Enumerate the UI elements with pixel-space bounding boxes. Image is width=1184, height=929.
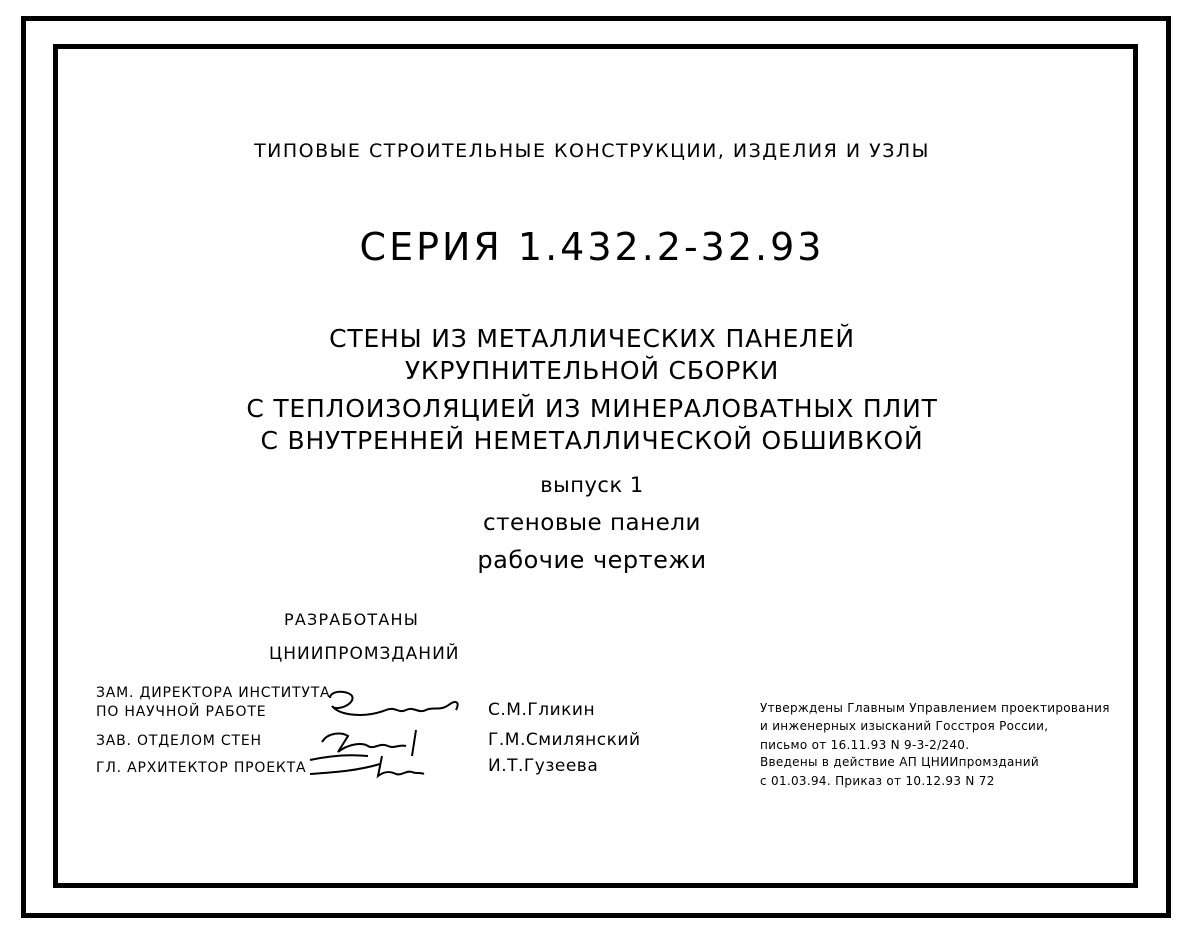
approval-line-1: Утверждены Главным Управлением проектирования (760, 701, 1110, 715)
title-line-2: УКРУПНИТЕЛЬНОЙ СБОРКИ (404, 356, 780, 385)
approval-line-5: с 01.03.94. Приказ от 10.12.93 N 72 (760, 774, 995, 788)
approval-line-4: Введены в действие АП ЦНИИпромзданий (760, 755, 1039, 769)
title-line-1: СТЕНЫ ИЗ МЕТАЛЛИЧЕСКИХ ПАНЕЛЕЙ (329, 324, 855, 353)
series-number: СЕРИЯ 1.432.2-32.93 (359, 225, 825, 269)
signatory-name-1: С.М.Гликин (488, 700, 596, 720)
document-category: ТИПОВЫЕ СТРОИТЕЛЬНЫЕ КОНСТРУКЦИИ, ИЗДЕЛИЯ И УЗЛЫ (254, 140, 930, 162)
signatory-role-1: ЗАМ. ДИРЕКТОРА ИНСТИТУТА (96, 685, 331, 701)
developed-label: РАЗРАБОТАНЫ (284, 610, 420, 629)
issue-type: рабочие чертежи (477, 546, 707, 574)
signatory-name-3: И.Т.Гузеева (488, 756, 599, 776)
signatory-name-2: Г.М.Смилянский (488, 730, 641, 750)
developer-org: ЦНИИПРОМЗДАНИЙ (269, 644, 460, 664)
title-line-3: С ТЕПЛОИЗОЛЯЦИЕЙ ИЗ МИНЕРАЛОВАТНЫХ ПЛИТ (246, 394, 938, 423)
signatory-role-2: ЗАВ. ОТДЕЛОМ СТЕН (96, 733, 262, 749)
approval-line-2: и инженерных изысканий Госстроя России, (760, 719, 1049, 733)
issue-number: выпуск 1 (540, 473, 644, 497)
issue-subject: стеновые панели (483, 510, 701, 536)
approval-line-3: письмо от 16.11.93 N 9-3-2/240. (760, 738, 970, 752)
signatory-role-3: ГЛ. АРХИТЕКТОР ПРОЕКТА (96, 760, 307, 776)
signature-3 (300, 752, 430, 782)
signatory-role-1-cont: ПО НАУЧНОЙ РАБОТЕ (96, 704, 267, 720)
title-line-4: С ВНУТРЕННЕЙ НЕМЕТАЛЛИЧЕСКОЙ ОБШИВКОЙ (260, 426, 924, 455)
